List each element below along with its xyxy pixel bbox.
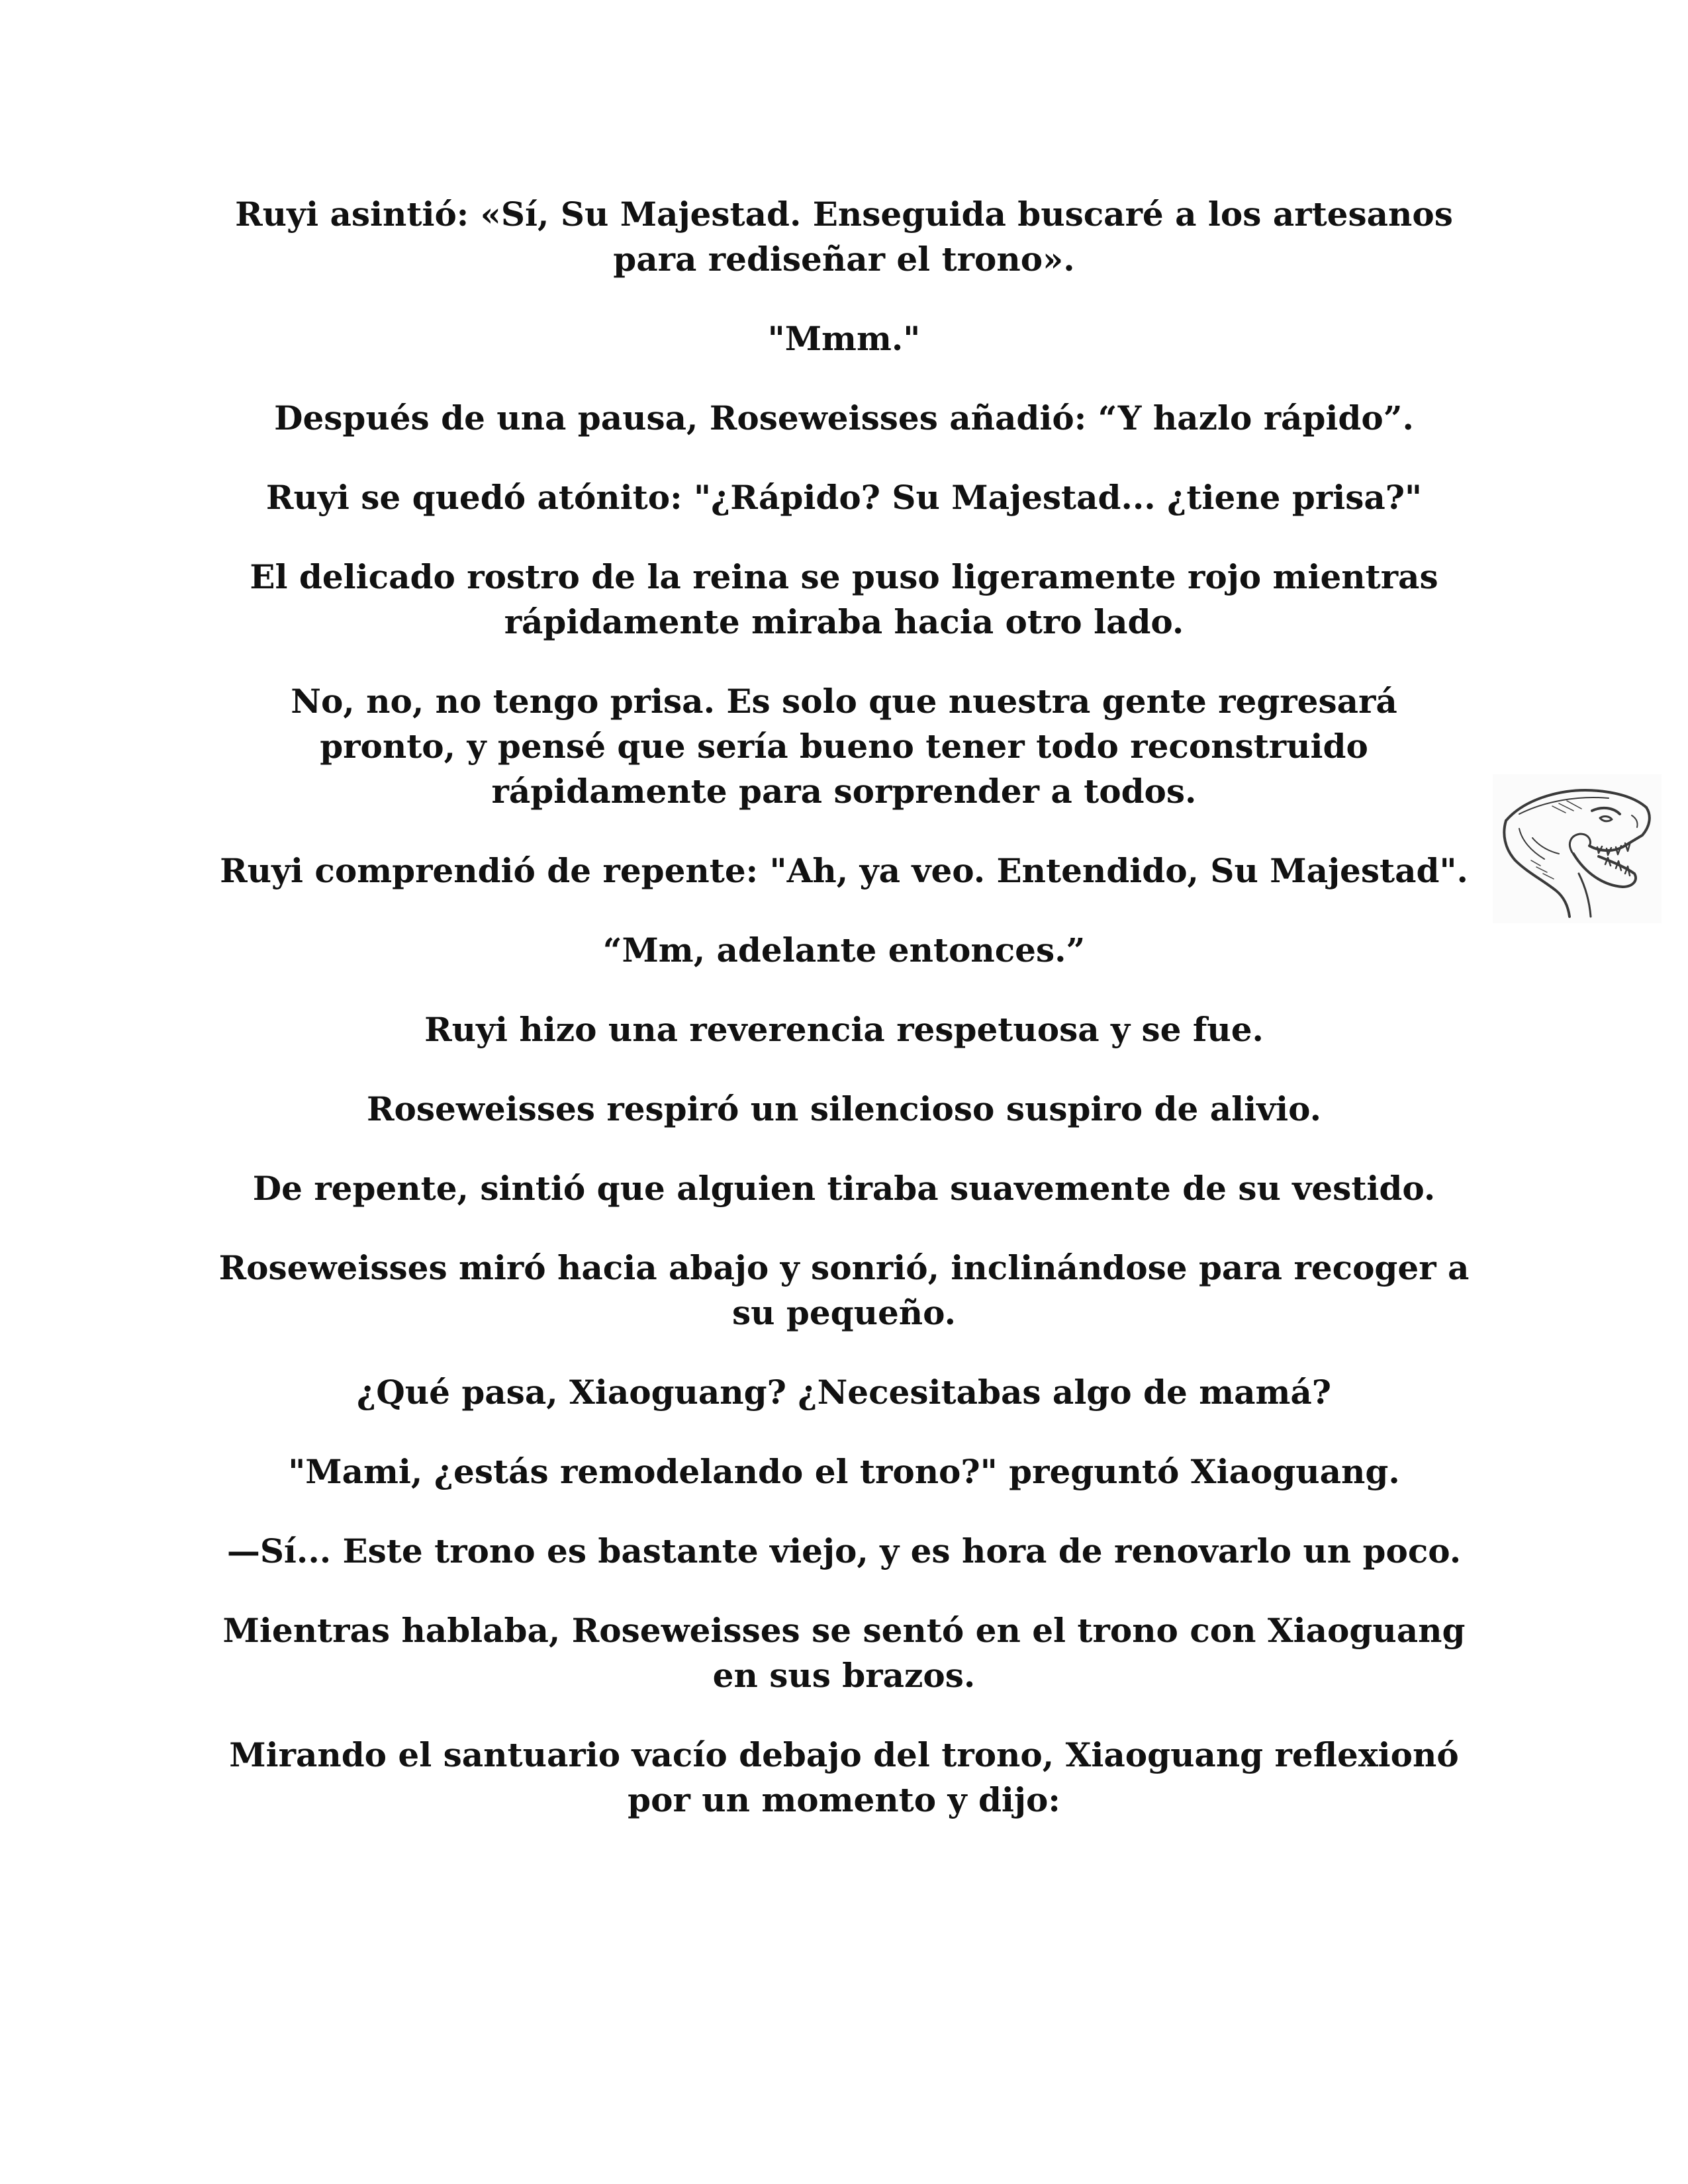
paragraph: Mirando el santuario vacío debajo del trono, Xiaoguang reflexionó por un momento y dijo:	[229, 1735, 1459, 1819]
story-text	[218, 192, 1470, 1857]
paragraph: Roseweisses miró hacia abajo y sonrió, inclinándose para recoger a su pequeño.	[218, 1248, 1470, 1332]
paragraph: “Mm, adelante entonces.”	[602, 931, 1086, 970]
paragraph: No, no, no tengo prisa. Es solo que nuestra gente regresará pronto, y pensé que sería bueno tener todo reconstruido rápidamente para sorprender a todos.	[291, 682, 1397, 811]
paragraph: Ruyi hizo una reverencia respetuosa y se fue.	[424, 1010, 1264, 1049]
paragraph: De repente, sintió que alguien tiraba suavemente de su vestido.	[252, 1169, 1436, 1208]
paragraph: "Mami, ¿estás remodelando el trono?" preguntó Xiaoguang.	[288, 1452, 1400, 1491]
paragraph: Mientras hablaba, Roseweisses se sentó en el trono con Xiaoguang en sus brazos.	[222, 1611, 1466, 1695]
paragraph: El delicado rostro de la reina se puso ligeramente rojo mientras rápidamente miraba hacia otro lado.	[250, 557, 1438, 641]
paragraph: —Sí... Este trono es bastante viejo, y es hora de renovarlo un poco.	[226, 1531, 1462, 1570]
paragraph: Roseweisses respiró un silencioso suspiro de alivio.	[366, 1089, 1322, 1128]
paragraph: "Mmm."	[767, 319, 921, 358]
paragraph: Ruyi se quedó atónito: "¿Rápido? Su Majestad... ¿tiene prisa?"	[265, 478, 1423, 517]
paragraph: Ruyi asintió: «Sí, Su Majestad. Enseguida buscaré a los artesanos para rediseñar el trono».	[235, 195, 1453, 279]
paragraph: Después de una pausa, Roseweisses añadió: “Y hazlo rápido”.	[274, 398, 1414, 437]
paragraph: Ruyi comprendió de repente: "Ah, ya veo. Entendido, Su Majestad".	[220, 851, 1468, 890]
dinosaur-head-sketch-icon	[1493, 774, 1662, 923]
paragraph: ¿Qué pasa, Xiaoguang? ¿Necesitabas algo de mamá?	[356, 1373, 1332, 1412]
